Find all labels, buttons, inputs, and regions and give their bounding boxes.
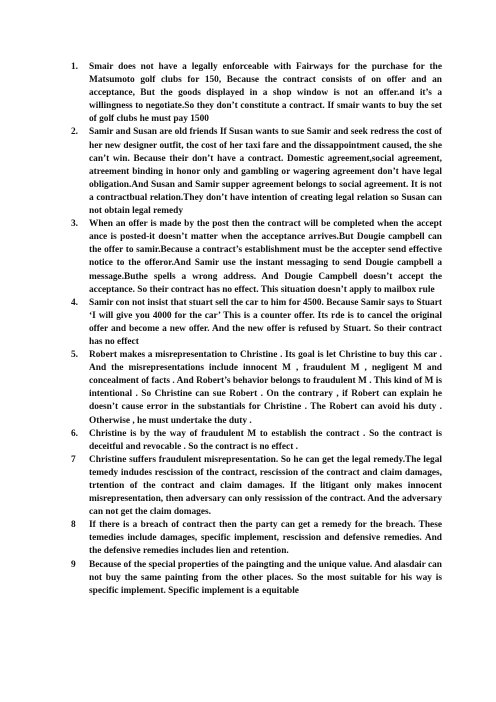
item-number: 7	[71, 454, 76, 465]
item-number: 4.	[71, 297, 79, 308]
item-number: 1.	[71, 62, 79, 72]
item-number: 9	[71, 559, 76, 570]
item-number: 6.	[71, 428, 79, 439]
item-number: 5.	[71, 350, 79, 361]
item-text: Christine suffers fraudulent misrepresentation. So he can get the legal remedy.The legal temedy indudes rescission of the contract, rescission of the contract and claim damages, trtention of the contract and claim damages. If the litigant only makes innocent misrepresentation, then adversary can only ressission of the contract. And the adversary can not get the claim domages.	[89, 454, 442, 518]
item-text: If there is a breach of contract then the party can get a remedy for the breach. These temedies include damages, specific implement, rescission and defensive remedies. And the defensive remedies includes lien and retention.	[89, 520, 442, 557]
item-text: Samir con not insist that stuart sell the car to him for 4500. Because Samir says to Stuart ‘I will give you 4000 for the car’ This is a counter offer. Its rde is to cancel the original offer and become a new offer. And the new offer is refused by Stuart. So their contract has no effect	[89, 297, 442, 347]
item-number: 8	[71, 520, 76, 531]
answer-item-7	[71, 454, 442, 519]
answer-item-3	[71, 218, 442, 297]
item-text: Christine is by the way of fraudulent M to establish the contract . So the contract is deceitful and revocable . So the contract is no effect .	[89, 428, 442, 452]
answer-item-9	[71, 559, 442, 598]
item-text: When an offer is made by the post then the contract will be completed when the accept ance is posted-it doesn’t matter when the acceptance arrives.But Dougie campbell can the offer to samir.Because a contract’s establishment must be the accepter send effective notice to the offeror.And Samir use the instant messaging to send Dougie campbell a message.Buthe spells a wrong address. And Dougie Campbell doesn’t accept the acceptance. So their contract has no effect. This situation doesn’t apply to mailbox rule	[89, 219, 442, 295]
answer-item-4	[71, 297, 442, 349]
item-text: Because of the special properties of the paingting and the unique value. And alasdair can not buy the same painting from the other places. So the most suitable for his way is specific implement. Specific implement is a equitable	[89, 559, 442, 596]
item-text: Robert makes a misrepresentation to Christine . Its goal is let Christine to buy this car . And the misrepresentations include innocent M , fraudulent M , negligent M and concealment of facts . And Robert’s behavior belongs to fraudulent M . This kind of M is intentional . So Christine can sue Robert . On the contrary , if Robert can explain he doesn’t cause error in the substantials for Christine . The Robert can avoid his duty . Otherwise , he must undertake the duty .	[89, 350, 442, 426]
answer-item-5	[71, 349, 442, 428]
answer-item-2	[71, 126, 442, 218]
item-number: 3.	[71, 219, 79, 230]
item-number: 2.	[71, 127, 79, 138]
answer-item-1	[71, 61, 442, 126]
answer-list	[71, 61, 442, 598]
answer-item-8	[71, 519, 442, 558]
item-text: Smair does not have a legally enforceable with Fairways for the purchase for the Matsumoto golf clubs for 150, Because the contract consists of on offer and an acceptance, But the goods displayed in a shop window is not an offer.and it’s a willingness to negotiate.So they don’t constitute a contract. If smair wants to buy the set of golf clubs he must pay 1500	[89, 62, 442, 125]
item-text: Samir and Susan are old friends If Susan wants to sue Samir and seek redress the cost of her new designer outfit, the cost of her taxi fare and the dissappointment caused, the she can’t win. Because their don’t have a contract. Domestic agreement,social agreement, atreement binding in honor only and gambling or wagering agreement don’t have legal obligation.And Susan and Samir supper agreement belongs to social agreement. It is not a contractbual relation.They don’t have intention of creating legal relation so Susan can not obtain legal remedy	[89, 127, 442, 217]
answer-item-6	[71, 428, 442, 454]
